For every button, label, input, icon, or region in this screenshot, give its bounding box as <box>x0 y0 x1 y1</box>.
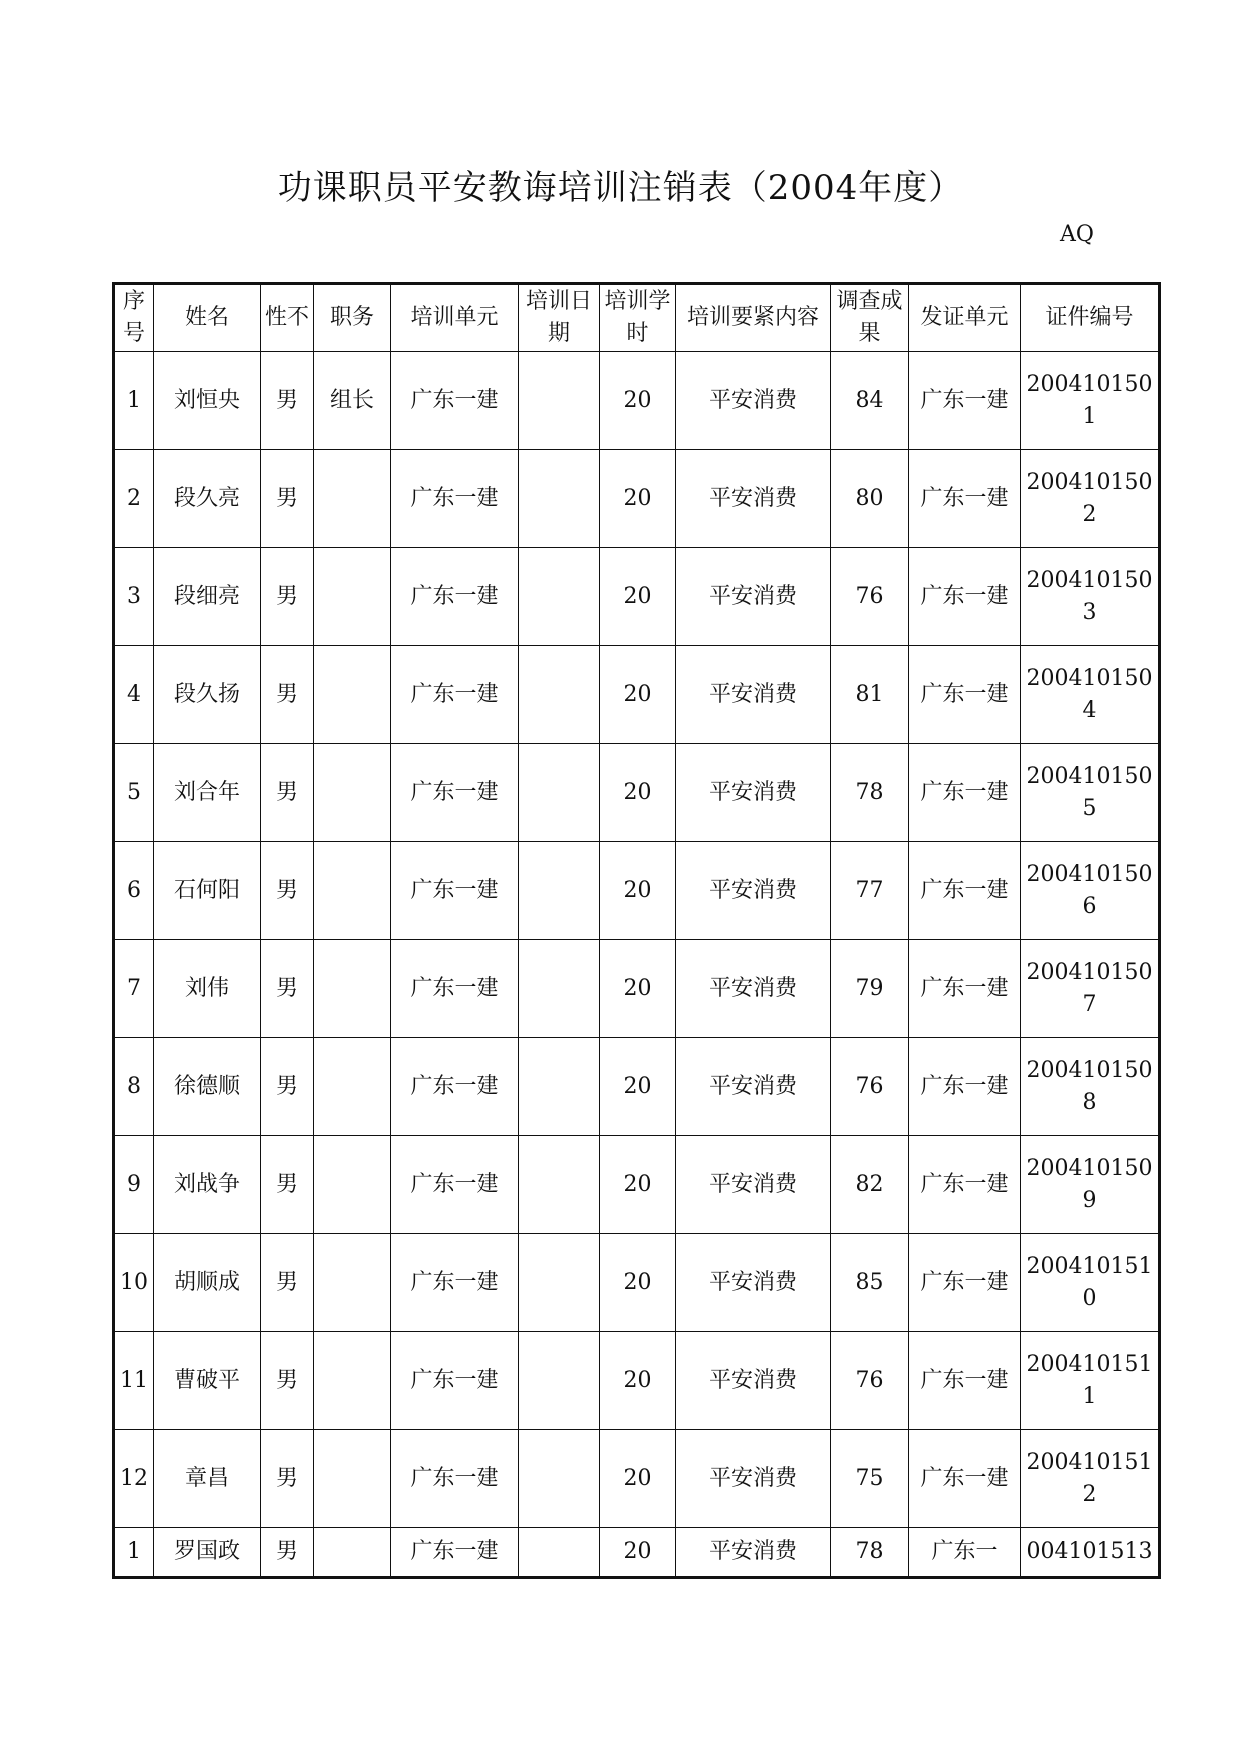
cell-position <box>314 450 391 548</box>
cell-cert: 2004101506 <box>1021 842 1160 940</box>
cell-score: 78 <box>831 1528 909 1578</box>
cell-seq: 1 <box>114 1528 154 1578</box>
cell-issuer: 广东一建 <box>909 1332 1021 1430</box>
cell-cert: 2004101508 <box>1021 1038 1160 1136</box>
cell-score: 78 <box>831 744 909 842</box>
cell-unit: 广东一建 <box>391 842 519 940</box>
cell-date <box>519 1332 600 1430</box>
cell-position <box>314 1234 391 1332</box>
cell-seq: 4 <box>114 646 154 744</box>
cell-hours: 20 <box>600 1136 676 1234</box>
cell-hours: 20 <box>600 548 676 646</box>
header-score: 调查成果 <box>831 284 909 352</box>
cell-unit: 广东一建 <box>391 940 519 1038</box>
cell-gender: 男 <box>261 1234 314 1332</box>
cell-issuer: 广东一建 <box>909 1136 1021 1234</box>
cell-issuer: 广东一建 <box>909 548 1021 646</box>
cell-date <box>519 548 600 646</box>
header-content: 培训要紧内容 <box>676 284 831 352</box>
cell-date <box>519 1136 600 1234</box>
cell-gender: 男 <box>261 842 314 940</box>
cell-hours: 20 <box>600 1528 676 1578</box>
cell-gender: 男 <box>261 1528 314 1578</box>
table-body <box>114 352 1160 1578</box>
cell-name: 曹破平 <box>154 1332 261 1430</box>
cell-gender: 男 <box>261 450 314 548</box>
cell-score: 82 <box>831 1136 909 1234</box>
cell-issuer: 广东一建 <box>909 1430 1021 1528</box>
cell-content: 平安消费 <box>676 744 831 842</box>
table-row <box>114 548 1160 646</box>
cell-position <box>314 548 391 646</box>
table-row <box>114 744 1160 842</box>
cell-issuer: 广东一建 <box>909 646 1021 744</box>
cell-seq: 10 <box>114 1234 154 1332</box>
cell-seq: 5 <box>114 744 154 842</box>
header-gender: 性不 <box>261 284 314 352</box>
cell-seq: 1 <box>114 352 154 450</box>
cell-name: 徐德顺 <box>154 1038 261 1136</box>
cell-content: 平安消费 <box>676 1528 831 1578</box>
table-row <box>114 1332 1160 1430</box>
cell-name: 刘恒央 <box>154 352 261 450</box>
cell-content: 平安消费 <box>676 352 831 450</box>
cell-unit: 广东一建 <box>391 646 519 744</box>
cell-score: 75 <box>831 1430 909 1528</box>
table-row <box>114 450 1160 548</box>
header-issuer: 发证单元 <box>909 284 1021 352</box>
cell-cert: 2004101503 <box>1021 548 1160 646</box>
cell-gender: 男 <box>261 1332 314 1430</box>
cell-date <box>519 1234 600 1332</box>
cell-content: 平安消费 <box>676 646 831 744</box>
cell-hours: 20 <box>600 1038 676 1136</box>
cell-name: 罗国政 <box>154 1528 261 1578</box>
cell-seq: 3 <box>114 548 154 646</box>
cell-position: 组长 <box>314 352 391 450</box>
header-hours: 培训学时 <box>600 284 676 352</box>
cell-issuer: 广东一建 <box>909 842 1021 940</box>
cell-hours: 20 <box>600 744 676 842</box>
cell-gender: 男 <box>261 352 314 450</box>
cell-score: 76 <box>831 1332 909 1430</box>
cell-issuer: 广东一建 <box>909 1234 1021 1332</box>
cell-gender: 男 <box>261 1038 314 1136</box>
header-position: 职务 <box>314 284 391 352</box>
table-header-row <box>114 284 1160 352</box>
cell-name: 胡顺成 <box>154 1234 261 1332</box>
cell-seq: 12 <box>114 1430 154 1528</box>
cell-date <box>519 1430 600 1528</box>
training-roster-table <box>112 282 1161 1579</box>
cell-seq: 2 <box>114 450 154 548</box>
cell-name: 段久扬 <box>154 646 261 744</box>
cell-seq: 7 <box>114 940 154 1038</box>
cell-seq: 6 <box>114 842 154 940</box>
cell-unit: 广东一建 <box>391 1430 519 1528</box>
cell-seq: 8 <box>114 1038 154 1136</box>
cell-content: 平安消费 <box>676 1332 831 1430</box>
cell-cert: 2004101512 <box>1021 1430 1160 1528</box>
cell-cert: 2004101502 <box>1021 450 1160 548</box>
cell-gender: 男 <box>261 744 314 842</box>
cell-cert: 2004101507 <box>1021 940 1160 1038</box>
cell-position <box>314 940 391 1038</box>
cell-cert: 2004101501 <box>1021 352 1160 450</box>
table-row <box>114 1528 1160 1578</box>
cell-gender: 男 <box>261 940 314 1038</box>
table-row <box>114 940 1160 1038</box>
table-row <box>114 352 1160 450</box>
cell-issuer: 广东一建 <box>909 352 1021 450</box>
cell-content: 平安消费 <box>676 1038 831 1136</box>
cell-position <box>314 1332 391 1430</box>
cell-content: 平安消费 <box>676 1136 831 1234</box>
cell-position <box>314 1430 391 1528</box>
cell-seq: 9 <box>114 1136 154 1234</box>
cell-hours: 20 <box>600 646 676 744</box>
table-row <box>114 1038 1160 1136</box>
cell-score: 77 <box>831 842 909 940</box>
header-cert: 证件编号 <box>1021 284 1160 352</box>
cell-unit: 广东一建 <box>391 1332 519 1430</box>
cell-position <box>314 1528 391 1578</box>
cell-unit: 广东一建 <box>391 1038 519 1136</box>
cell-gender: 男 <box>261 1430 314 1528</box>
cell-hours: 20 <box>600 1430 676 1528</box>
cell-content: 平安消费 <box>676 842 831 940</box>
cell-unit: 广东一建 <box>391 1528 519 1578</box>
cell-score: 80 <box>831 450 909 548</box>
cell-hours: 20 <box>600 940 676 1038</box>
cell-hours: 20 <box>600 352 676 450</box>
table-row <box>114 1136 1160 1234</box>
table-row <box>114 646 1160 744</box>
cell-date <box>519 1038 600 1136</box>
cell-content: 平安消费 <box>676 548 831 646</box>
cell-position <box>314 646 391 744</box>
cell-position <box>314 842 391 940</box>
cell-name: 刘战争 <box>154 1136 261 1234</box>
document-title: 功课职员平安教诲培训注销表（2004年度） <box>277 168 964 208</box>
cell-unit: 广东一建 <box>391 744 519 842</box>
cell-score: 76 <box>831 548 909 646</box>
cell-cert: 004101513 <box>1021 1528 1160 1578</box>
cell-name: 段细亮 <box>154 548 261 646</box>
cell-content: 平安消费 <box>676 1234 831 1332</box>
header-unit: 培训单元 <box>391 284 519 352</box>
cell-date <box>519 744 600 842</box>
header-date: 培训日期 <box>519 284 600 352</box>
cell-hours: 20 <box>600 1234 676 1332</box>
cell-name: 章昌 <box>154 1430 261 1528</box>
cell-issuer: 广东一建 <box>909 744 1021 842</box>
header-name: 姓名 <box>154 284 261 352</box>
cell-date <box>519 352 600 450</box>
cell-gender: 男 <box>261 646 314 744</box>
cell-date <box>519 940 600 1038</box>
cell-score: 84 <box>831 352 909 450</box>
cell-unit: 广东一建 <box>391 1234 519 1332</box>
cell-date <box>519 842 600 940</box>
cell-gender: 男 <box>261 548 314 646</box>
cell-date <box>519 450 600 548</box>
cell-issuer: 广东一 <box>909 1528 1021 1578</box>
cell-cert: 2004101504 <box>1021 646 1160 744</box>
cell-score: 79 <box>831 940 909 1038</box>
cell-name: 刘合年 <box>154 744 261 842</box>
table-row <box>114 1234 1160 1332</box>
cell-name: 石何阳 <box>154 842 261 940</box>
cell-position <box>314 1136 391 1234</box>
cell-hours: 20 <box>600 842 676 940</box>
cell-date <box>519 646 600 744</box>
cell-position <box>314 1038 391 1136</box>
cell-cert: 2004101509 <box>1021 1136 1160 1234</box>
cell-score: 76 <box>831 1038 909 1136</box>
cell-unit: 广东一建 <box>391 450 519 548</box>
cell-name: 刘伟 <box>154 940 261 1038</box>
cell-date <box>519 1528 600 1578</box>
cell-unit: 广东一建 <box>391 352 519 450</box>
cell-issuer: 广东一建 <box>909 450 1021 548</box>
cell-issuer: 广东一建 <box>909 1038 1021 1136</box>
cell-cert: 2004101510 <box>1021 1234 1160 1332</box>
cell-score: 81 <box>831 646 909 744</box>
cell-position <box>314 744 391 842</box>
cell-content: 平安消费 <box>676 1430 831 1528</box>
cell-unit: 广东一建 <box>391 1136 519 1234</box>
table-row <box>114 1430 1160 1528</box>
cell-issuer: 广东一建 <box>909 940 1021 1038</box>
table-row <box>114 842 1160 940</box>
cell-score: 85 <box>831 1234 909 1332</box>
document-code: AQ <box>1060 222 1094 247</box>
cell-name: 段久亮 <box>154 450 261 548</box>
cell-hours: 20 <box>600 1332 676 1430</box>
cell-seq: 11 <box>114 1332 154 1430</box>
cell-hours: 20 <box>600 450 676 548</box>
cell-gender: 男 <box>261 1136 314 1234</box>
header-seq: 序号 <box>114 284 154 352</box>
cell-content: 平安消费 <box>676 450 831 548</box>
cell-content: 平安消费 <box>676 940 831 1038</box>
cell-unit: 广东一建 <box>391 548 519 646</box>
cell-cert: 2004101505 <box>1021 744 1160 842</box>
cell-cert: 2004101511 <box>1021 1332 1160 1430</box>
